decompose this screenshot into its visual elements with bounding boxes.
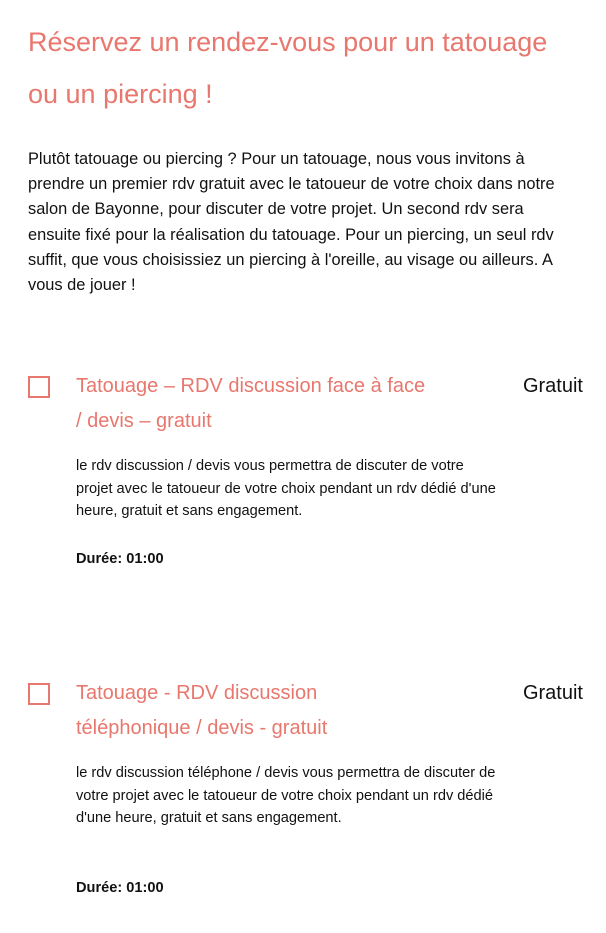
service-duration: Durée: 01:00: [76, 880, 164, 896]
service-checkbox-face-to-face[interactable]: [28, 376, 50, 398]
page-title: Réservez un rendez-vous pour un tatouage ou un piercing !: [28, 27, 548, 109]
service-price: Gratuit: [522, 375, 583, 397]
service-price: Gratuit: [522, 682, 583, 704]
service-title[interactable]: Tatouage - RDV discussion téléphonique / devis - gratuit: [76, 682, 328, 739]
intro-text: Plutôt tatouage ou piercing ? Pour un tatouage, nous vous invitons à prendre un premier rdv gratuit avec le tatoueur de votre choix dans notre salon de Bayonne, pour discuter de votre projet. Un second rdv sera ensuite fixé pour la réalisation du tatouage. Pour un piercing, un seul rdv suffit, que vous choisissiez un piercing à l'oreille, au visage ou ailleurs. A vous de jouer !: [28, 150, 555, 295]
service-description: le rdv discussion / devis vous permettra de discuter de votre projet avec le tatoueur de votre choix pendant un rdv dédié d'une heure, gratuit et sans engagement.: [76, 458, 496, 520]
service-description: le rdv discussion téléphone / devis vous permettra de discuter de votre projet avec le tatoueur de votre choix pendant un rdv dédié d'une heure, gratuit et sans engagement.: [76, 765, 496, 827]
service-checkbox-phone[interactable]: [28, 683, 50, 705]
service-title[interactable]: Tatouage – RDV discussion face à face / devis – gratuit: [76, 375, 426, 432]
service-duration: Durée: 01:00: [76, 551, 164, 567]
